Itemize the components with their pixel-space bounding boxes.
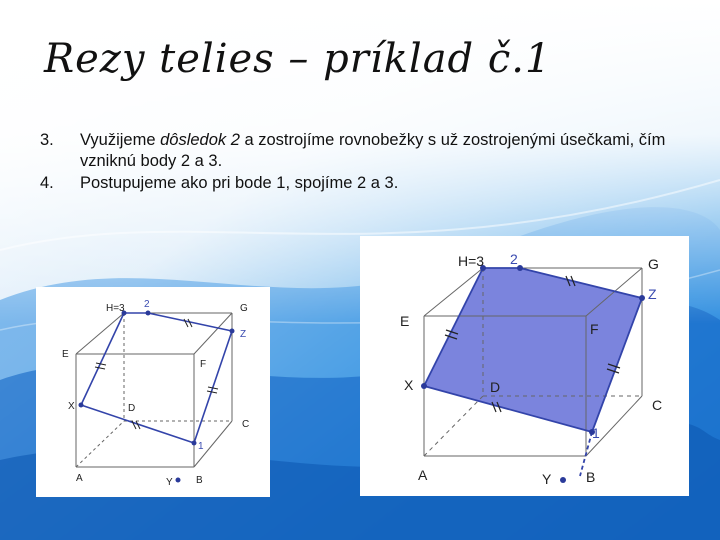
label-d: D [128,403,136,414]
list-item-number: 4. [40,174,54,192]
list-item-text: Využijeme dôsledok 2 a zostrojíme rovnobežky s už zostrojenými úsečkami, čím vzniknú body 2 a 3. [80,131,666,170]
point-y [176,478,181,483]
label-g: G [648,256,659,272]
cube-diagram-large [360,236,689,496]
label-f: F [590,321,599,337]
label-z: Z [648,286,657,302]
slide-title: Rezy telies – príklad č.1 [44,36,552,82]
list-item-text: Postupujeme ako pri bode 1, spojíme 2 a 3. [80,174,399,192]
cube-diagram-small [36,287,270,497]
list-item [40,173,680,194]
cube-edge [76,313,124,354]
list-item [40,130,680,172]
label-e: E [400,313,410,329]
emphasis-text: dôsledok 2 [160,131,240,149]
list-item-number: 3. [40,131,54,149]
label-y: Y [166,477,173,488]
label-a: A [418,467,428,483]
label-y: Y [542,471,552,487]
label-z: Z [240,329,247,340]
label-g: G [240,303,248,314]
cube-figure-small [36,287,270,497]
label-e: E [62,349,69,360]
cube-edge-hidden [76,421,124,467]
point-z [230,329,235,334]
point-z [639,295,645,301]
point-1 [192,441,197,446]
numbered-list [40,130,680,195]
point-x [79,403,84,408]
label-1: 1 [198,441,204,452]
label-f: F [200,359,207,370]
label-b: B [196,475,203,486]
label-x: X [404,377,414,393]
label-a: A [76,473,83,484]
label-c: C [242,419,250,430]
cube-figure-large [360,236,689,496]
label-h3: H=3 [106,303,125,314]
section-segment [81,313,124,405]
label-h3: H=3 [458,253,485,269]
point-2 [146,311,151,316]
cube-edge-hidden [424,396,483,456]
label-c: C [652,397,663,413]
section-polygon [424,268,642,432]
point-2 [517,265,523,271]
point-y [560,477,566,483]
label-x: X [68,401,75,412]
label-2: 2 [144,299,150,310]
label-1: 1 [592,425,600,441]
label-d: D [490,379,501,395]
label-b: B [586,469,596,485]
point-x [421,383,427,389]
label-2: 2 [510,251,518,267]
